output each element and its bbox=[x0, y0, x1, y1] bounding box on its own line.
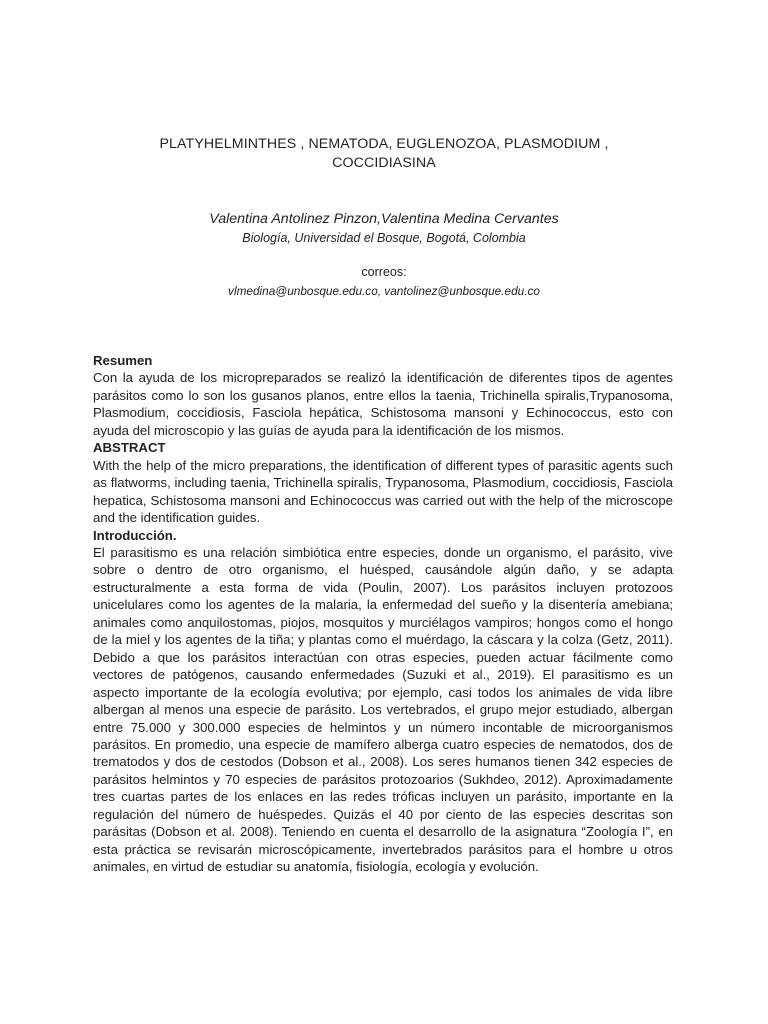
resumen-heading: Resumen bbox=[93, 353, 153, 368]
introduccion-section bbox=[93, 527, 673, 876]
paper-title-line-2: COCCIDIASINA bbox=[332, 155, 436, 171]
abstract-section bbox=[93, 439, 673, 526]
affiliation: Biología, Universidad el Bosque, Bogotá, Colombia bbox=[242, 231, 526, 245]
resumen-section bbox=[93, 352, 673, 439]
paper-title-line-1: PLATYHELMINTHES , NEMATODA, EUGLENOZOA, PLASMODIUM , bbox=[159, 136, 609, 152]
introduccion-heading: Introducción. bbox=[93, 527, 177, 543]
paper-title bbox=[90, 135, 678, 173]
resumen-paragraph: Con la ayuda de los micropreparados se realizó la identificación de diferentes tipos de agentes parásitos como lo son los gusanos planos, entre ellos la taenia, Trichinella spiralis,Trypanosoma, Plasmodium, coccidiosis, Fasciola hepática, Schistosoma mansoni y Echinococcus, esto con ayuda del microscopio y las guías de ayuda para la identificación de los mismos. bbox=[93, 370, 673, 438]
abstract-heading: ABSTRACT bbox=[93, 440, 166, 456]
abstract-paragraph: With the help of the micro preparations, the identification of different types of parasitic agents such as flatworms, including taenia, Trichinella spiralis, Trypanosoma, Plasmodium, coccidiosis, Fasciola hepatica, Schistosoma mansoni and Echinococcus was carried out with the help of the microscope and the identification guides. bbox=[93, 457, 673, 526]
introduccion-paragraph: El parasitismo es una relación simbiótica entre especies, donde un organismo, el parásito, vive sobre o dentro de otro organismo, el huésped, causándole algún daño, y se adapta estructuralmente a esta forma de vida (Poulin, 2007). Los parásitos incluyen protozoos unicelulares como los agentes de la malaria, la enfermedad del sueño y la disentería amebiana; animales como anquilostomas, piojos, mosquitos y murciélagos vampiros; hongos como el hongo de la miel y los agentes de la tiña; y plantas como el muérdago, la cáscara y la colza (Getz, 2011). Debido a que los parásitos interactúan con otras especies, pueden actuar fácilmente como vectores de patógenos, causando enfermedades (Suzuki et al., 2019). El parasitismo es un aspecto importante de la ecología evolutiva; por ejemplo, casi todos los animales de vida libre albergan al menos una especie de parásito. Los vertebrados, el grupo mejor estudiado, albergan entre 75.000 y 300.000 especies de helmintos y un número incontable de microorganismos parásitos. En promedio, una especie de mamífero alberga cuatro especies de nematodos, dos de trematodos y dos de cestodos (Dobson et al., 2008). Los seres humanos tienen 342 especies de parásitos helmintos y 70 especies de parásitos protozoarios (Sukhdeo, 2012). Aproximadamente tres cuartas partes de los enlaces en las redes tróficas incluyen un parásito, importante en la regulación del número de huéspedes. Quizás el 40 por ciento de las especies descritas son parásitas (Dobson et al. 2008). Teniendo en cuenta el desarrollo de la asignatura “Zoología I”, en esta práctica se revisarán microscópicamente, invertebrados parásitos para el hombre u otros animales, en virtud de estudiar su anatomía, fisiología, ecología y evolución. bbox=[93, 544, 673, 875]
authors: Valentina Antolinez Pinzon,Valentina Medina Cervantes bbox=[209, 211, 559, 227]
paper-body bbox=[93, 352, 673, 876]
correos-label: correos: bbox=[361, 265, 407, 279]
author-emails: vlmedina@unbosque.edu.co, vantolinez@unbosque.edu.co bbox=[228, 284, 540, 298]
